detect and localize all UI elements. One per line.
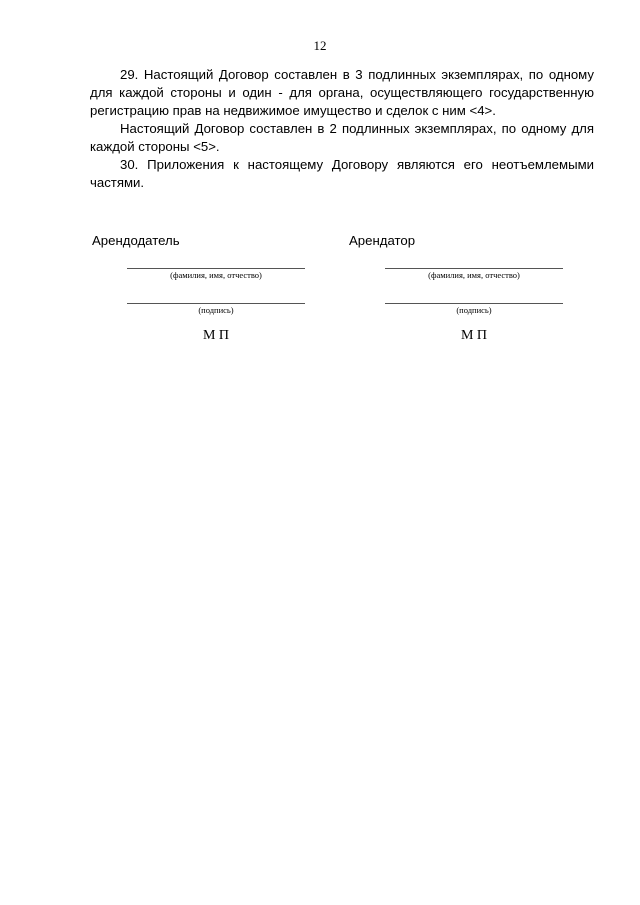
- tenant-stamp-place: М П: [460, 328, 488, 343]
- tenant-name-line: [385, 268, 563, 269]
- paragraph-29: 29. Настоящий Договор составлен в 3 подлинных экземплярах, по одному для каждой стороны и один - для органа, осуществляющего государственную регистрацию прав на недвижимое имущество и сделок с ним <4>.: [90, 67, 594, 118]
- landlord-name-caption: (фамилия, имя, отчество): [170, 270, 262, 280]
- tenant-name-block: [385, 268, 563, 280]
- paragraph-copies-alt: Настоящий Договор составлен в 2 подлинных экземплярах, по одному для каждой стороны <5>.: [90, 121, 594, 154]
- landlord-stamp-place: М П: [202, 328, 230, 343]
- tenant-label: Арендатор: [349, 233, 416, 248]
- landlord-name-line: [127, 268, 305, 269]
- landlord-signature-line: [127, 303, 305, 304]
- page-number: 12: [313, 38, 327, 53]
- tenant-signature-line: [385, 303, 563, 304]
- landlord-signature-caption: (подпись): [198, 305, 234, 315]
- tenant-name-caption: (фамилия, имя, отчество): [428, 270, 520, 280]
- landlord-name-block: [127, 268, 305, 280]
- landlord-signature-block: [127, 303, 305, 315]
- contract-text: [90, 66, 594, 192]
- paragraph-30: 30. Приложения к настоящему Договору являются его неотъемлемыми частями.: [90, 157, 594, 190]
- landlord-label: Арендодатель: [92, 233, 180, 248]
- tenant-signature-caption: (подпись): [456, 305, 492, 315]
- tenant-signature-block: [385, 303, 563, 315]
